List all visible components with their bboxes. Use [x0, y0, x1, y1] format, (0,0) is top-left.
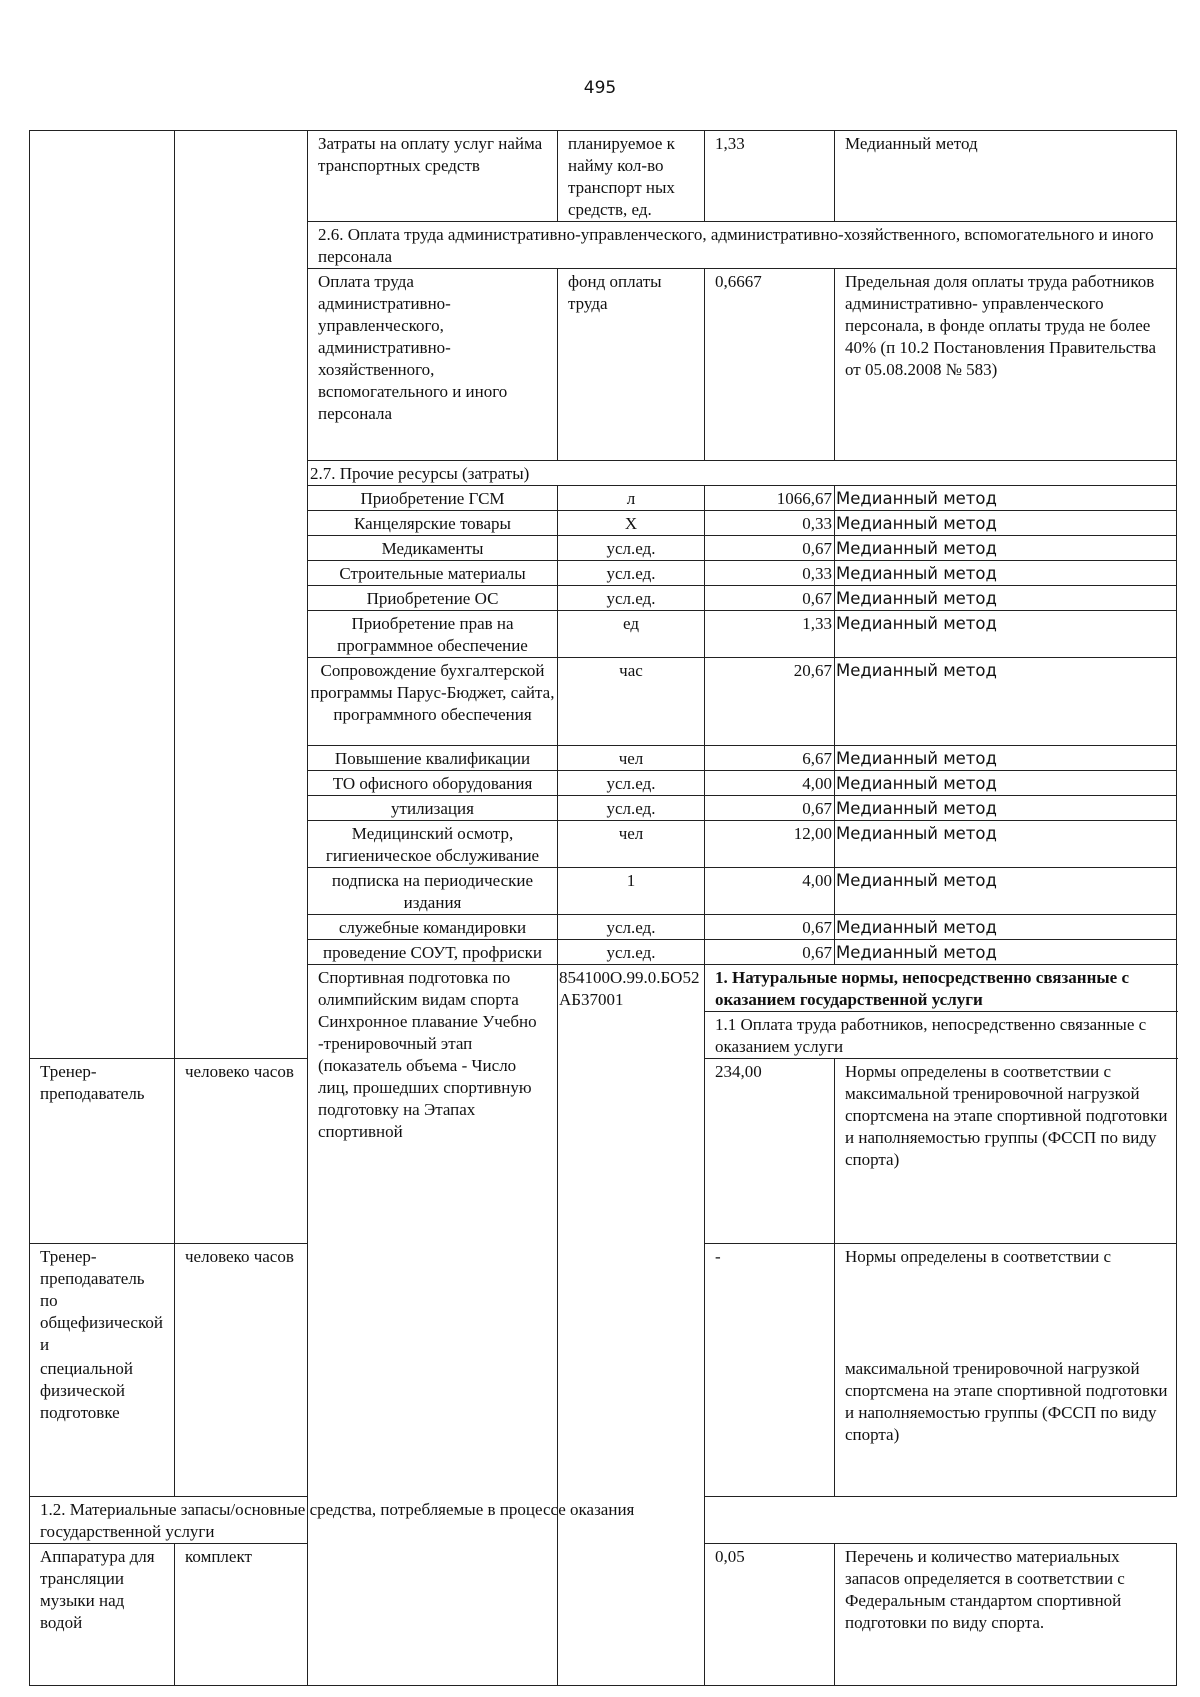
section-1-title: 1. Натуральные нормы, непосредственно связанные с оказанием государственной услуги — [705, 965, 1177, 1012]
table-row — [30, 131, 1177, 222]
resource-name: Приобретение прав на программное обеспечение — [308, 611, 558, 658]
resource-note: Медианный метод — [835, 536, 1177, 561]
resource-value: 0,67 — [705, 796, 835, 821]
resource-name: Канцелярские товары — [308, 511, 558, 536]
resource-value: 0,33 — [705, 511, 835, 536]
resource-unit: час — [558, 658, 705, 746]
resource-name: Аппаратура для трансляции музыки над водой — [30, 1543, 175, 1685]
service-cell-empty — [30, 131, 175, 1059]
resource-value: 1,33 — [705, 131, 835, 222]
service-name: Спортивная подготовка по олимпийским видам спорта Синхронное плавание Учебно -тренировочный этап (показатель объема - Число лиц, прошедших спортивную подготовку на Этапах спортивной — [308, 965, 558, 1686]
resource-note: Медианный метод — [835, 658, 1177, 746]
resource-name: утилизация — [308, 796, 558, 821]
resource-note: Медианный метод — [835, 868, 1177, 915]
resource-unit: усл.ед. — [558, 915, 705, 940]
section-2-6-title: 2.6. Оплата труда административно-управленческого, административно-хозяйственного, вспомогательного и иного персонала — [308, 222, 1177, 269]
resource-value: 0,67 — [705, 915, 835, 940]
service-code: 854100О.99.0.БО52АБ37001 — [558, 965, 705, 1686]
resource-name: ТО офисного оборудования — [308, 771, 558, 796]
resource-name: Повышение квалификации — [308, 746, 558, 771]
resource-value: 20,67 — [705, 658, 835, 746]
resource-unit: усл.ед. — [558, 940, 705, 965]
resource-value: 1066,67 — [705, 486, 835, 511]
resource-note: Медианный метод — [835, 771, 1177, 796]
resource-unit: усл.ед. — [558, 561, 705, 586]
resource-unit: Х — [558, 511, 705, 536]
resource-name: Медицинский осмотр, гигиеническое обслуживание — [308, 821, 558, 868]
resource-value: 4,00 — [705, 868, 835, 915]
resource-name: Затраты на оплату услуг найма транспортных средств — [308, 131, 558, 222]
code-cell-empty — [175, 131, 308, 1059]
resource-note: Нормы определены в соответствии с — [835, 1244, 1177, 1357]
resource-unit: человеко часов — [175, 1244, 308, 1357]
resource-note: Медианный метод — [835, 940, 1177, 965]
resource-value: 12,00 — [705, 821, 835, 868]
resource-unit: планируемое к найму кол-во транспорт ных средств, ед. — [558, 131, 705, 222]
resource-name: Оплата труда административно- управленческого, административно- хозяйственного, вспомогательного и иного персонала — [308, 269, 558, 461]
resource-note: Предельная доля оплаты труда работников административно- управленческого персонала, в фонде оплаты труда не более 40% (п 10.2 Постановления Правительства от 05.08.2008 № 583) — [835, 269, 1177, 461]
resource-unit: усл.ед. — [558, 771, 705, 796]
resource-name: Сопровождение бухгалтерской программы Парус-Бюджет, сайта, программного обеспечения — [308, 658, 558, 746]
resource-note: максимальной тренировочной нагрузкой спортсмена на этапе спортивной подготовки и наполняемостью группы (ФССП по виду спорта) — [835, 1356, 1177, 1496]
resource-unit: ед — [558, 611, 705, 658]
resource-name: подписка на периодические издания — [308, 868, 558, 915]
resource-value: 0,33 — [705, 561, 835, 586]
resource-value-empty — [705, 1356, 835, 1496]
resource-unit: усл.ед. — [558, 586, 705, 611]
resource-note: Медианный метод — [835, 486, 1177, 511]
resource-note: Медианный метод — [835, 511, 1177, 536]
resource-unit-empty — [175, 1356, 308, 1496]
resource-unit: человеко часов — [175, 1059, 308, 1244]
resource-note: Медианный метод — [835, 821, 1177, 868]
resource-unit: комплект — [175, 1543, 308, 1685]
section-2-7-title: 2.7. Прочие ресурсы (затраты) — [308, 461, 1177, 486]
resource-note: Медианный метод — [835, 746, 1177, 771]
resource-name: служебные командировки — [308, 915, 558, 940]
page-number: 495 — [583, 78, 617, 98]
resource-unit: л — [558, 486, 705, 511]
resource-value: 0,67 — [705, 940, 835, 965]
resource-value: 0,67 — [705, 586, 835, 611]
resource-name: Тренер-преподаватель по общефизической и — [30, 1244, 175, 1357]
resource-name: Тренер-преподаватель — [30, 1059, 175, 1244]
resource-value: 1,33 — [705, 611, 835, 658]
resource-note: Медианный метод — [835, 561, 1177, 586]
resource-value: 234,00 — [705, 1059, 835, 1244]
norms-table — [29, 130, 1177, 1686]
section-row — [30, 1496, 1177, 1543]
resource-unit: усл.ед. — [558, 796, 705, 821]
resource-name: специальной физической подготовке — [30, 1356, 175, 1496]
resource-value: - — [705, 1244, 835, 1357]
resource-name: проведение СОУТ, профриски — [308, 940, 558, 965]
resource-note: Медианный метод — [835, 611, 1177, 658]
resource-value: 0,67 — [705, 536, 835, 561]
resource-unit: чел — [558, 821, 705, 868]
resource-value: 0,6667 — [705, 269, 835, 461]
resource-note: Медианный метод — [835, 796, 1177, 821]
resource-note: Медианный метод — [835, 915, 1177, 940]
section-1-2-title: 1.2. Материальные запасы/основные средства, потребляемые в процессе оказания государственной услуги — [30, 1496, 705, 1543]
resource-note: Нормы определены в соответствии с максимальной тренировочной нагрузкой спортсмена на этапе спортивной подготовки и наполняемостью группы (ФССП по виду спорта) — [835, 1059, 1177, 1244]
resource-value: 4,00 — [705, 771, 835, 796]
resource-value: 0,05 — [705, 1543, 835, 1685]
resource-unit: чел — [558, 746, 705, 771]
section-1-1-title: 1.1 Оплата труда работников, непосредственно связанные с оказанием услуги — [705, 1012, 1177, 1059]
resource-unit: фонд оплаты труда — [558, 269, 705, 461]
resource-note: Перечень и количество материальных запасов определяется в соответствии с Федеральным стандартом спортивной подготовки по виду спорта. — [835, 1543, 1177, 1685]
resource-name: Приобретение ОС — [308, 586, 558, 611]
resource-name: Приобретение ГСМ — [308, 486, 558, 511]
resource-note: Медианный метод — [835, 586, 1177, 611]
resource-note: Медианный метод — [835, 131, 1177, 222]
resource-unit: усл.ед. — [558, 536, 705, 561]
resource-unit: 1 — [558, 868, 705, 915]
resource-name: Медикаменты — [308, 536, 558, 561]
resource-value: 6,67 — [705, 746, 835, 771]
resource-name: Строительные материалы — [308, 561, 558, 586]
